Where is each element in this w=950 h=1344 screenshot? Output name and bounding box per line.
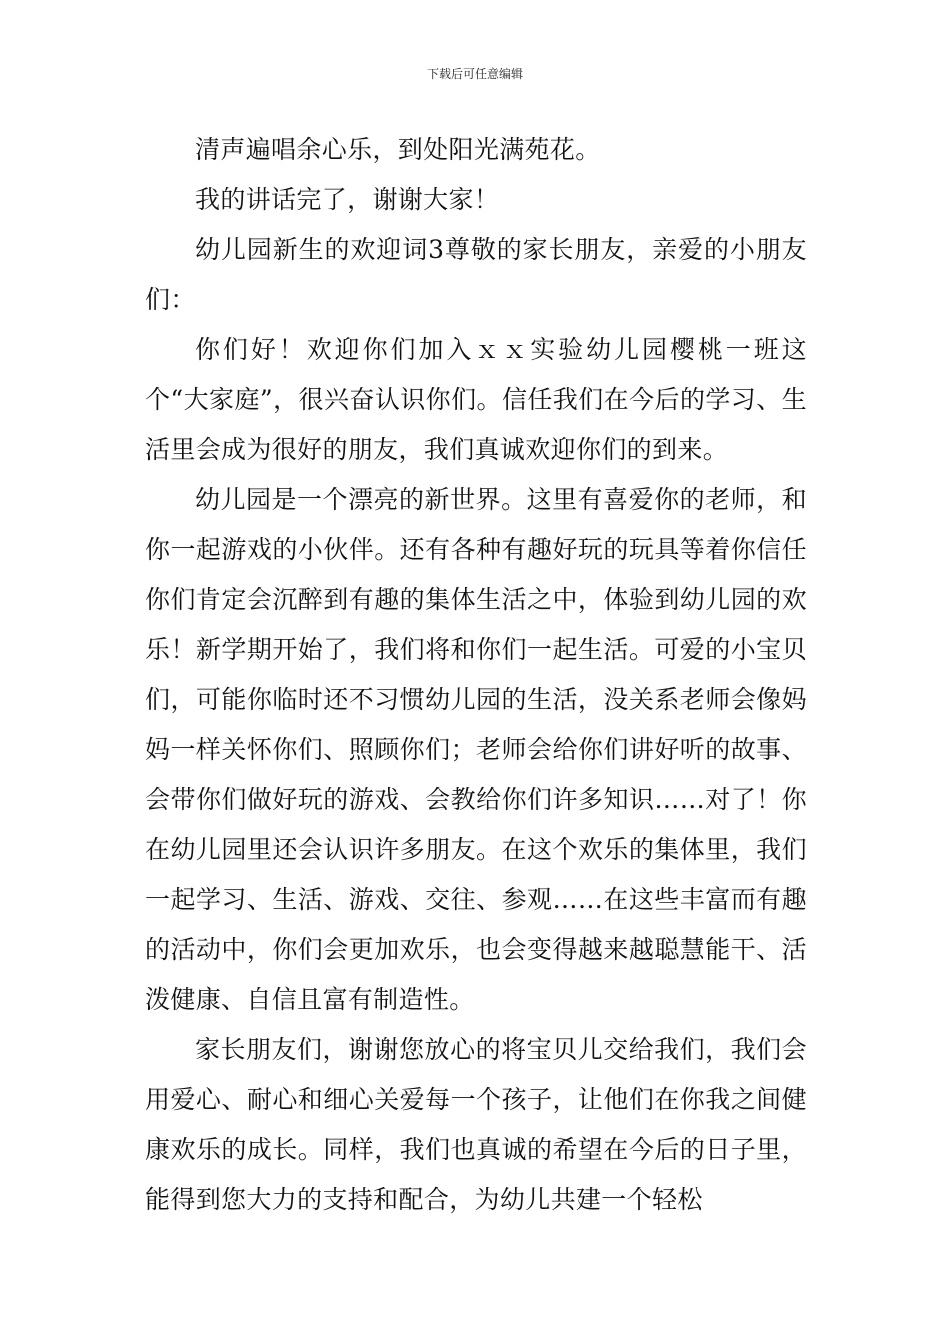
paragraph-welcome-title: 幼儿园新生的欢迎词3尊敬的家长朋友，亲爱的小朋友们： [145, 235, 807, 314]
paragraph-greeting: 你们好！欢迎你们加入ｘｘ实验幼儿园樱桃一班这个“大家庭”，很兴奋认识你们。信任我们在今后的学习、生活里会成为很好的朋友，我们真诚欢迎你们的到来。 [145, 335, 807, 464]
paragraph-poem-line: 清声遍唱余心乐，到处阳光满苑花。 [195, 135, 601, 164]
paragraph-parents: 家长朋友们，谢谢您放心的将宝贝儿交给我们，我们会用爱心、耐心和细心关爱每一个孩子，让他们在你我之间健康欢乐的成长。同样，我们也真诚的希望在今后的日子里，能得到您大力的支持和配合，为幼儿共建一个轻松 [145, 1035, 807, 1214]
page-header: 下载后可任意编辑 [426, 67, 523, 81]
document-body [145, 125, 807, 1225]
paragraph-closing-remark: 我的讲话完了，谢谢大家！ [195, 185, 500, 214]
paragraph-kindergarten-world: 幼儿园是一个漂亮的新世界。这里有喜爱你的老师，和你一起游戏的小伙伴。还有各种有趣好玩的玩具等着你信任你们肯定会沉醉到有趣的集体生活之中，体验到幼儿园的欢乐！新学期开始了，我们将和你们一起生活。可爱的小宝贝们，可能你临时还不习惯幼儿园的生活，没关系老师会像妈妈一样关怀你们、照顾你们；老师会给你们讲好听的故事、会带你们做好玩的游戏、会教给你们许多知识……对了！你在幼儿园里还会认识许多朋友。在这个欢乐的集体里，我们一起学习、生活、游戏、交往、参观……在这些丰富而有趣的活动中，你们会更加欢乐，也会变得越来越聪慧能干、活泼健康、自信且富有制造性。 [145, 485, 807, 1014]
